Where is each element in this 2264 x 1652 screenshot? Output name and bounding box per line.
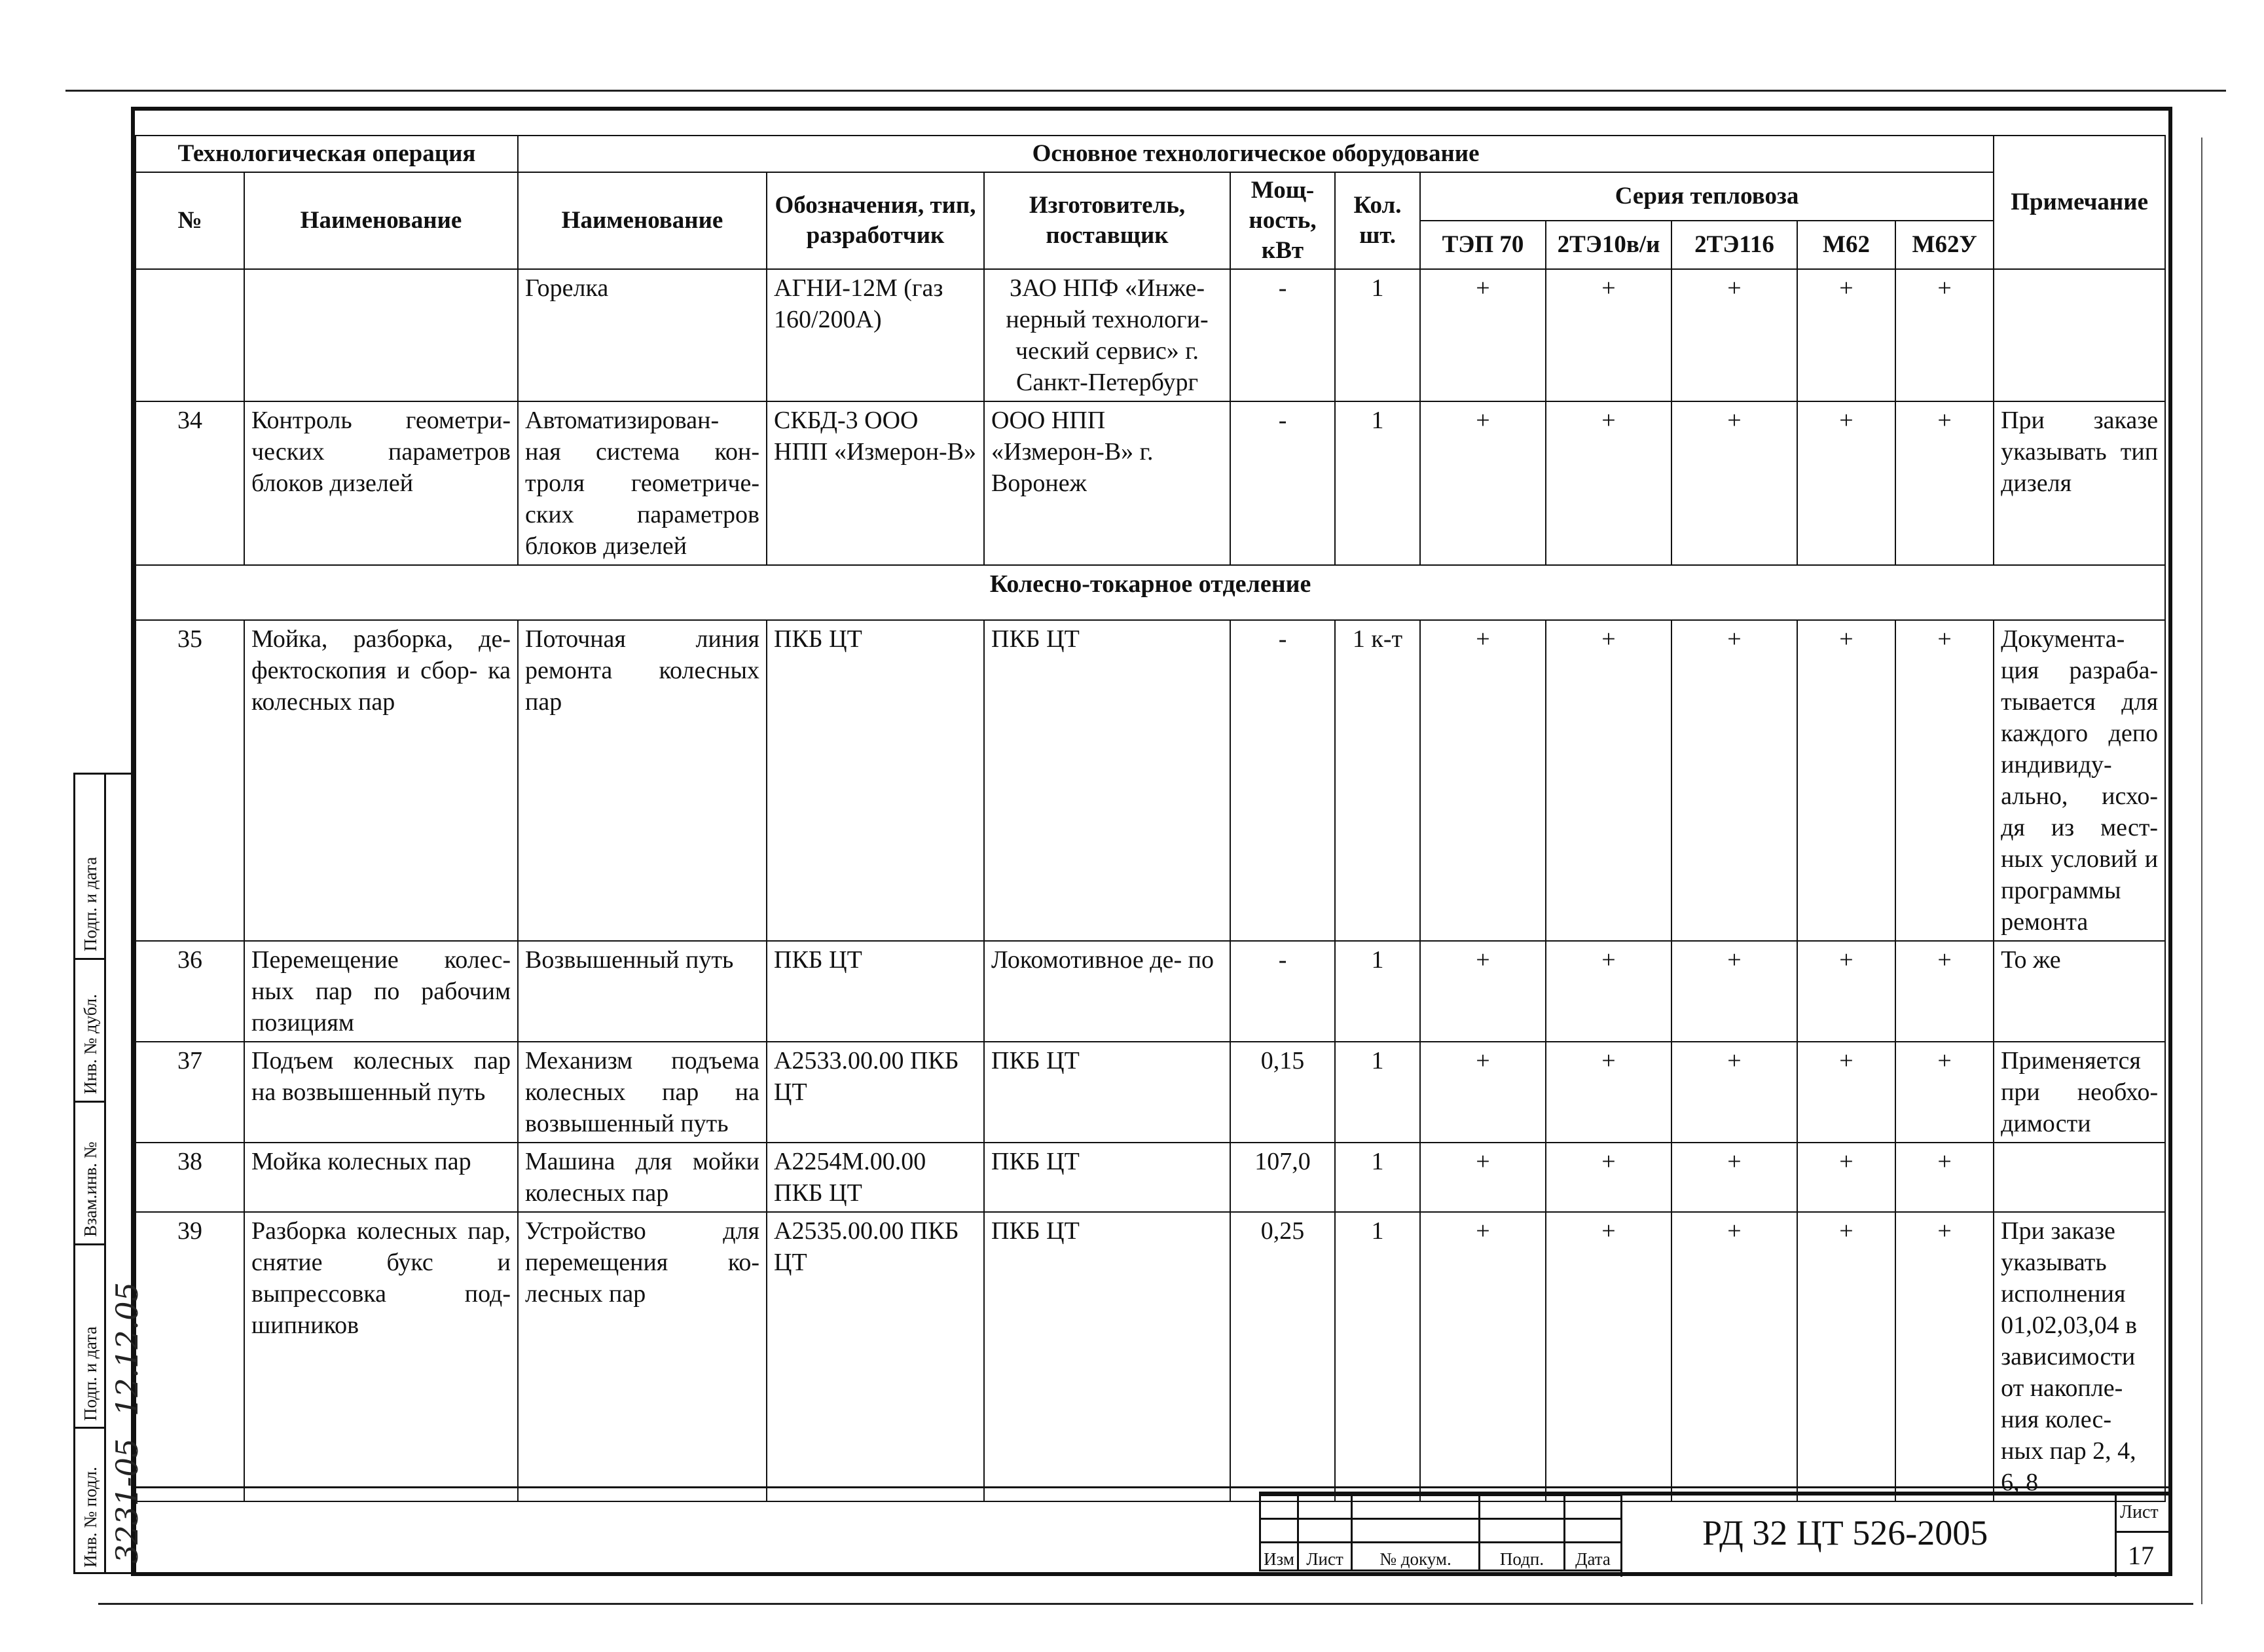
row-series-3: + [1671, 1143, 1797, 1212]
row-note: То же [1994, 941, 2165, 1042]
header-series-3: 2ТЭ116 [1671, 221, 1797, 269]
right-page-rule [2201, 138, 2202, 1604]
row-note [1994, 269, 2165, 401]
table-row [136, 941, 2165, 1042]
row-series-4: + [1797, 620, 1895, 941]
header-maker: Изготовитель, поставщик [984, 172, 1230, 269]
row-no: 39 [136, 1212, 244, 1501]
row-series-2: + [1546, 941, 1671, 1042]
row-series-2: + [1546, 269, 1671, 401]
row-series-2: + [1546, 1143, 1671, 1212]
header-op-name: Наименование [244, 172, 518, 269]
row-power: - [1230, 269, 1335, 401]
row-series-3: + [1671, 401, 1797, 565]
row-designation: А2533.00.00 ПКБ ЦТ [767, 1042, 984, 1143]
row-qty: 1 [1335, 941, 1420, 1042]
row-operation: Разборка колесных пар, снятие букс и выпрессовка под- шипников [244, 1212, 518, 1501]
stamp-label: Подп. и дата [81, 856, 100, 951]
row-note: При заказе указывать исполнения 01,02,03,04 в зависимости от накопле- ния колес- ных пар 2, 4, 6, 8 [1994, 1212, 2165, 1501]
document-code: РД 32 ЦТ 526-2005 [1702, 1513, 1988, 1552]
row-series-5: + [1895, 1212, 1994, 1501]
row-note: Документа- ция разраба- тывается для каждого депо индивиду- ально, исхо- дя из мест- ных условий и программы ремонта [1994, 620, 2165, 941]
header-power: Мощ- ность, кВт [1230, 172, 1335, 269]
stamp-label: Взам.инв. № [81, 1141, 100, 1237]
row-power: - [1230, 401, 1335, 565]
revision-labels [1260, 1543, 1622, 1571]
handwritten-inv-no: 3231-05 [109, 1438, 145, 1564]
table-row [136, 401, 2165, 565]
header-qty: Кол. шт. [1335, 172, 1420, 269]
header-series-1: ТЭП 70 [1420, 221, 1546, 269]
row-power: - [1230, 941, 1335, 1042]
row-maker: Локомотивное де- по [984, 941, 1230, 1042]
table-row [136, 1042, 2165, 1143]
row-series-3: + [1671, 269, 1797, 401]
row-series-4: + [1797, 269, 1895, 401]
label-data: Дата [1565, 1543, 1622, 1571]
row-series-3: + [1671, 941, 1797, 1042]
sheet-label: Лист [2120, 1502, 2159, 1522]
row-series-3: + [1671, 1042, 1797, 1143]
row-qty: 1 [1335, 1042, 1420, 1143]
row-operation: Перемещение колес- ных пар по рабочим позициям [244, 941, 518, 1042]
row-maker: ПКБ ЦТ [984, 1042, 1230, 1143]
stamp-cell-podp-data-1 [75, 775, 104, 958]
row-operation: Контроль геометри- ческих параметров блоков дизелей [244, 401, 518, 565]
row-equipment-name: Машина для мойки колесных пар [518, 1143, 767, 1212]
row-series-1: + [1420, 401, 1546, 565]
label-list: Лист [1298, 1543, 1352, 1571]
row-series-4: + [1797, 1143, 1895, 1212]
label-doc-no: № докум. [1352, 1543, 1480, 1571]
row-designation: А2535.00.00 ПКБ ЦТ [767, 1212, 984, 1501]
row-operation [244, 269, 518, 401]
header-series-2: 2ТЭ10в/и [1546, 221, 1671, 269]
row-equipment-name: Горелка [518, 269, 767, 401]
row-series-5: + [1895, 941, 1994, 1042]
row-series-4: + [1797, 941, 1895, 1042]
row-no [136, 269, 244, 401]
row-no: 36 [136, 941, 244, 1042]
table-row [136, 1212, 2165, 1501]
row-designation: СКБД-3 ООО НПП «Измерон-В» [767, 401, 984, 565]
stamp-label: Инв. № подл. [81, 1467, 100, 1568]
row-power: 107,0 [1230, 1143, 1335, 1212]
row-equipment-name: Поточная линия ремонта колесных пар [518, 620, 767, 941]
stamp-label: Инв. № дубл. [81, 994, 100, 1094]
row-maker: ПКБ ЦТ [984, 620, 1230, 941]
sheet-divider [2115, 1531, 2168, 1533]
row-series-5: + [1895, 1143, 1994, 1212]
row-designation: ПКБ ЦТ [767, 620, 984, 941]
row-power: 0,25 [1230, 1212, 1335, 1501]
section-title: Колесно-токарное отделение [136, 565, 2165, 620]
row-designation: А2254М.00.00 ПКБ ЦТ [767, 1143, 984, 1212]
row-series-4: + [1797, 1212, 1895, 1501]
row-series-2: + [1546, 1042, 1671, 1143]
row-series-5: + [1895, 269, 1994, 401]
sheet-number: 17 [2128, 1541, 2154, 1570]
row-series-2: + [1546, 1212, 1671, 1501]
row-maker: ПКБ ЦТ [984, 1212, 1230, 1501]
label-izm: Изм [1260, 1543, 1298, 1571]
table-row [136, 269, 2165, 401]
row-no: 38 [136, 1143, 244, 1212]
top-page-rule [65, 90, 2226, 92]
stamp-cell-inv-dubl [75, 958, 104, 1101]
stamp-cell-vzam-inv [75, 1101, 104, 1243]
row-maker: ЗАО НПФ «Инже- нерный технологи- ческий сервис» г. Санкт-Петербург [984, 269, 1230, 401]
bottom-page-rule [98, 1603, 2193, 1605]
row-operation: Подъем колесных пар на возвышенный путь [244, 1042, 518, 1143]
row-operation: Мойка, разборка, де- фектоскопия и сбор- ка колесных пар [244, 620, 518, 941]
title-block-top-line [135, 1486, 2168, 1488]
stamp-cell-inv-podl [75, 1427, 104, 1572]
row-equipment-name: Устройство для перемещения ко- лесных пар [518, 1212, 767, 1501]
row-designation: АГНИ-12М (газ 160/200А) [767, 269, 984, 401]
handwritten-date: 12.12.05 [109, 1282, 145, 1416]
table-row [136, 1143, 2165, 1212]
header-main-equipment: Основное технологическое оборудование [518, 136, 1994, 172]
row-qty: 1 [1335, 401, 1420, 565]
row-operation: Мойка колесных пар [244, 1143, 518, 1212]
row-series-1: + [1420, 1143, 1546, 1212]
row-series-5: + [1895, 1042, 1994, 1143]
side-stamp-strip [73, 773, 145, 1574]
row-power: 0,15 [1230, 1042, 1335, 1143]
stamp-label: Подп. и дата [81, 1326, 100, 1421]
header-series: Серия тепловоза [1420, 172, 1994, 221]
header-series-5: М62У [1895, 221, 1994, 269]
row-equipment-name: Механизм подъема колесных пар на возвышенный путь [518, 1042, 767, 1143]
row-designation: ПКБ ЦТ [767, 941, 984, 1042]
row-series-4: + [1797, 401, 1895, 565]
row-series-3: + [1671, 620, 1797, 941]
row-note [1994, 1143, 2165, 1212]
row-series-2: + [1546, 401, 1671, 565]
equipment-table [135, 135, 2166, 1502]
row-qty: 1 [1335, 1143, 1420, 1212]
label-podp: Подп. [1480, 1543, 1565, 1571]
row-no: 34 [136, 401, 244, 565]
row-equipment-name: Автоматизирован- ная система кон- троля геометриче- ских параметров блоков дизелей [518, 401, 767, 565]
header-designation: Обозначения, тип, разработчик [767, 172, 984, 269]
header-eq-name: Наименование [518, 172, 767, 269]
section-row [136, 565, 2165, 620]
row-series-1: + [1420, 269, 1546, 401]
row-equipment-name: Возвышенный путь [518, 941, 767, 1042]
row-series-5: + [1895, 401, 1994, 565]
table-row [136, 620, 2165, 941]
row-no: 37 [136, 1042, 244, 1143]
row-note: Применяется при необхо- димости [1994, 1042, 2165, 1143]
row-series-1: + [1420, 1042, 1546, 1143]
row-qty: 1 к-т [1335, 620, 1420, 941]
stamp-cell-podp-data-2 [75, 1243, 104, 1427]
row-maker: ООО НПП «Измерон-В» г. Воронеж [984, 401, 1230, 565]
row-power: - [1230, 620, 1335, 941]
header-series-4: М62 [1797, 221, 1895, 269]
row-series-1: + [1420, 620, 1546, 941]
row-series-1: + [1420, 1212, 1546, 1501]
header-no: № [136, 172, 244, 269]
header-tech-operation: Технологическая операция [136, 136, 518, 172]
header-row-2 [136, 172, 2165, 221]
row-qty: 1 [1335, 1212, 1420, 1501]
revision-grid [1259, 1494, 1622, 1571]
header-note: Примечание [1994, 136, 2165, 269]
row-series-5: + [1895, 620, 1994, 941]
row-maker: ПКБ ЦТ [984, 1143, 1230, 1212]
row-series-4: + [1797, 1042, 1895, 1143]
row-series-1: + [1420, 941, 1546, 1042]
row-series-3: + [1671, 1212, 1797, 1501]
header-row-1 [136, 136, 2165, 172]
row-note: При заказе указывать тип дизеля [1994, 401, 2165, 565]
row-no: 35 [136, 620, 244, 941]
row-qty: 1 [1335, 269, 1420, 401]
row-series-2: + [1546, 620, 1671, 941]
